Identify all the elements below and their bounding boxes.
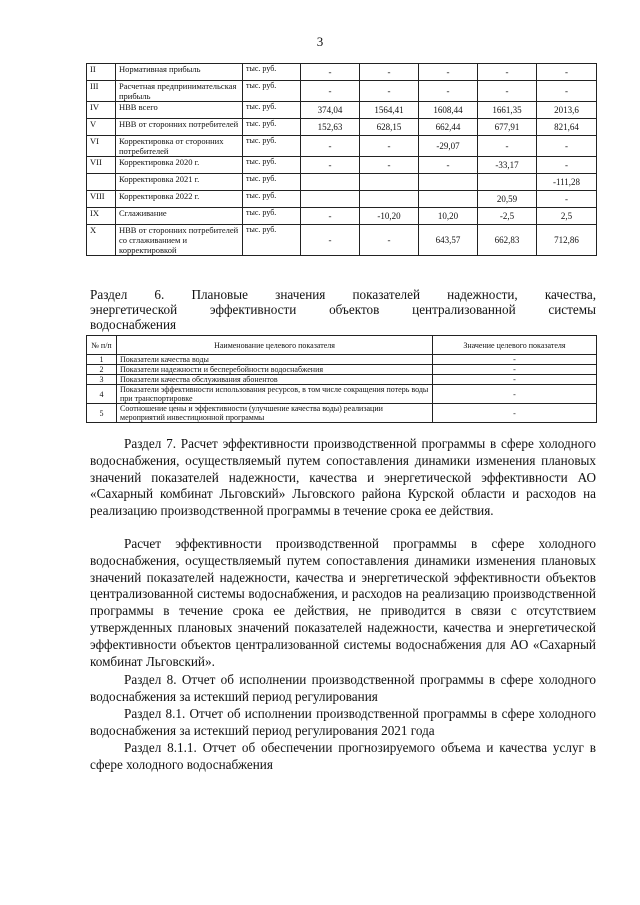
table-row bbox=[87, 365, 597, 375]
value-cell bbox=[360, 191, 419, 208]
indicator-name: НВВ от сторонних потребителей bbox=[116, 119, 243, 136]
value-cell: 1608,44 bbox=[419, 102, 478, 119]
indicator-name: Расчетная предпринимательская прибыль bbox=[116, 81, 243, 102]
row-number: 1 bbox=[87, 355, 117, 365]
section-6-heading bbox=[90, 287, 596, 332]
value-cell: - bbox=[301, 64, 360, 81]
value-cell: -29,07 bbox=[419, 136, 478, 157]
table-row bbox=[87, 225, 597, 256]
table-row bbox=[87, 157, 597, 174]
value-cell: 152,63 bbox=[301, 119, 360, 136]
table-row bbox=[87, 355, 597, 365]
value-cell: 10,20 bbox=[419, 208, 478, 225]
value-cell: 1564,41 bbox=[360, 102, 419, 119]
value-cell: 712,86 bbox=[537, 225, 597, 256]
table-row bbox=[87, 136, 597, 157]
row-number: 2 bbox=[87, 365, 117, 375]
value-cell: - bbox=[301, 208, 360, 225]
value-cell: 643,57 bbox=[419, 225, 478, 256]
value-cell bbox=[419, 191, 478, 208]
unit-label: тыс. руб. bbox=[243, 225, 301, 256]
indicator-name: Соотношение цены и эффективности (улучшение качества воды) реализации мероприятий инвестиционной программы bbox=[117, 404, 433, 423]
value-cell: - bbox=[419, 64, 478, 81]
value-cell: 2013,6 bbox=[537, 102, 597, 119]
value-cell: - bbox=[301, 225, 360, 256]
indicator-name: Сглаживание bbox=[116, 208, 243, 225]
row-number bbox=[87, 174, 116, 191]
unit-label: тыс. руб. bbox=[243, 64, 301, 81]
row-number: IX bbox=[87, 208, 116, 225]
unit-label: тыс. руб. bbox=[243, 157, 301, 174]
indicator-name: Корректировка 2022 г. bbox=[116, 191, 243, 208]
value-cell: - bbox=[419, 81, 478, 102]
section-7-body-paragraph: Расчет эффективности производственной программы в сфере холодного водоснабжения, осуществляемый путем сопоставления динамики изменения плановых значений показателей надежности, качества и энергетической эффективности объектов централизованной системы водоснабжения, и расходов на реализацию производственной программы в течение срока ее действия, не приводится в связи с отсутствием утвержденных плановых значений показателей надежности, качества и энергетической эффективности объектов централизованной системы водоснабжения для АО «Сахарный комбинат Льговский». bbox=[90, 536, 596, 669]
value-cell: 662,44 bbox=[419, 119, 478, 136]
unit-label: тыс. руб. bbox=[243, 102, 301, 119]
indicator-value: - bbox=[433, 375, 597, 385]
indicator-value: - bbox=[433, 404, 597, 423]
row-number: 5 bbox=[87, 404, 117, 423]
indicator-name: Корректировка от сторонних потребителей bbox=[116, 136, 243, 157]
row-number: II bbox=[87, 64, 116, 81]
header-indicator-name: Наименование целевого показателя bbox=[117, 336, 433, 355]
table-row bbox=[87, 404, 597, 423]
unit-label: тыс. руб. bbox=[243, 119, 301, 136]
value-cell: - bbox=[360, 225, 419, 256]
indicator-name: НВВ всего bbox=[116, 102, 243, 119]
value-cell: 628,15 bbox=[360, 119, 419, 136]
table-row bbox=[87, 81, 597, 102]
value-cell: 2,5 bbox=[537, 208, 597, 225]
row-number: III bbox=[87, 81, 116, 102]
value-cell: - bbox=[301, 157, 360, 174]
value-cell: - bbox=[478, 136, 537, 157]
value-cell: - bbox=[537, 136, 597, 157]
value-cell bbox=[478, 174, 537, 191]
table-row bbox=[87, 375, 597, 385]
table-row bbox=[87, 208, 597, 225]
indicator-name: Показатели качества воды bbox=[117, 355, 433, 365]
value-cell: -10,20 bbox=[360, 208, 419, 225]
unit-label: тыс. руб. bbox=[243, 136, 301, 157]
indicator-name: Показатели качества обслуживания абонентов bbox=[117, 375, 433, 385]
row-number: X bbox=[87, 225, 116, 256]
section-8-paragraph: Раздел 8. Отчет об исполнении производственной программы в сфере холодного водоснабжения за истекший период регулирования bbox=[90, 672, 596, 704]
section-8-1-paragraph: Раздел 8.1. Отчет об исполнении производственной программы в сфере холодного водоснабжения за истекший период регулирования 2021 года bbox=[90, 706, 596, 738]
row-number: 4 bbox=[87, 385, 117, 404]
indicator-name: Корректировка 2020 г. bbox=[116, 157, 243, 174]
section-6-heading-line2: энергетической эффективности объектов централизованной системы bbox=[90, 302, 596, 317]
tariff-table bbox=[86, 63, 597, 256]
target-indicators-table bbox=[86, 335, 597, 423]
row-number: VIII bbox=[87, 191, 116, 208]
indicator-name: Корректировка 2021 г. bbox=[116, 174, 243, 191]
indicator-value: - bbox=[433, 355, 597, 365]
header-number: № п/п bbox=[87, 336, 117, 355]
value-cell: - bbox=[537, 191, 597, 208]
value-cell bbox=[360, 174, 419, 191]
table-row bbox=[87, 64, 597, 81]
indicator-name: Показатели надежности и бесперебойности водоснабжения bbox=[117, 365, 433, 375]
unit-label: тыс. руб. bbox=[243, 174, 301, 191]
section-8-1-1-paragraph: Раздел 8.1.1. Отчет об обеспечении прогнозируемого объема и качества услуг в сфере холодного водоснабжения bbox=[90, 740, 596, 772]
indicator-value: - bbox=[433, 365, 597, 375]
value-cell bbox=[301, 191, 360, 208]
value-cell: - bbox=[537, 64, 597, 81]
table-row bbox=[87, 174, 597, 191]
value-cell: - bbox=[537, 81, 597, 102]
value-cell: - bbox=[419, 157, 478, 174]
value-cell: -111,28 bbox=[537, 174, 597, 191]
row-number: VI bbox=[87, 136, 116, 157]
row-number: IV bbox=[87, 102, 116, 119]
value-cell: - bbox=[360, 64, 419, 81]
section-6-heading-line1: Раздел 6. Плановые значения показателей надежности, качества, bbox=[90, 287, 596, 302]
unit-label: тыс. руб. bbox=[243, 208, 301, 225]
row-number: VII bbox=[87, 157, 116, 174]
value-cell: - bbox=[301, 81, 360, 102]
row-number: V bbox=[87, 119, 116, 136]
indicator-name: Нормативная прибыль bbox=[116, 64, 243, 81]
section-6-heading-line3: водоснабжения bbox=[90, 317, 177, 332]
value-cell: -2,5 bbox=[478, 208, 537, 225]
indicator-value: - bbox=[433, 385, 597, 404]
indicator-name: Показатели эффективности использования ресурсов, в том числе сокращения потерь воды при транспортировке bbox=[117, 385, 433, 404]
value-cell: - bbox=[360, 81, 419, 102]
value-cell bbox=[419, 174, 478, 191]
indicator-name: НВВ от сторонних потребителей со сглаживанием и корректировкой bbox=[116, 225, 243, 256]
value-cell: - bbox=[360, 157, 419, 174]
row-number: 3 bbox=[87, 375, 117, 385]
section-7-paragraph: Раздел 7. Расчет эффективности производственной программы в сфере холодного водоснабжения, осуществляемый путем сопоставления динамики изменения плановых значений показателей надежности, качества и энергетической эффективности АО «Сахарный комбинат Льговский» Льговского района Курской области и расходов на реализацию производственной программы в течение срока ее действия. bbox=[90, 436, 596, 519]
unit-label: тыс. руб. bbox=[243, 191, 301, 208]
value-cell: - bbox=[537, 157, 597, 174]
value-cell: - bbox=[478, 64, 537, 81]
value-cell: - bbox=[360, 136, 419, 157]
value-cell: 20,59 bbox=[478, 191, 537, 208]
table-row bbox=[87, 385, 597, 404]
unit-label: тыс. руб. bbox=[243, 81, 301, 102]
value-cell: - bbox=[301, 136, 360, 157]
value-cell: 374,04 bbox=[301, 102, 360, 119]
table-header-row bbox=[87, 336, 597, 355]
page-number: 3 bbox=[316, 34, 324, 49]
header-indicator-value: Значение целевого показателя bbox=[433, 336, 597, 355]
value-cell: 662,83 bbox=[478, 225, 537, 256]
value-cell: - bbox=[478, 81, 537, 102]
table-row bbox=[87, 119, 597, 136]
value-cell: 821,64 bbox=[537, 119, 597, 136]
value-cell: 677,91 bbox=[478, 119, 537, 136]
value-cell bbox=[301, 174, 360, 191]
table-row bbox=[87, 191, 597, 208]
value-cell: 1661,35 bbox=[478, 102, 537, 119]
value-cell: -33,17 bbox=[478, 157, 537, 174]
table-row bbox=[87, 102, 597, 119]
